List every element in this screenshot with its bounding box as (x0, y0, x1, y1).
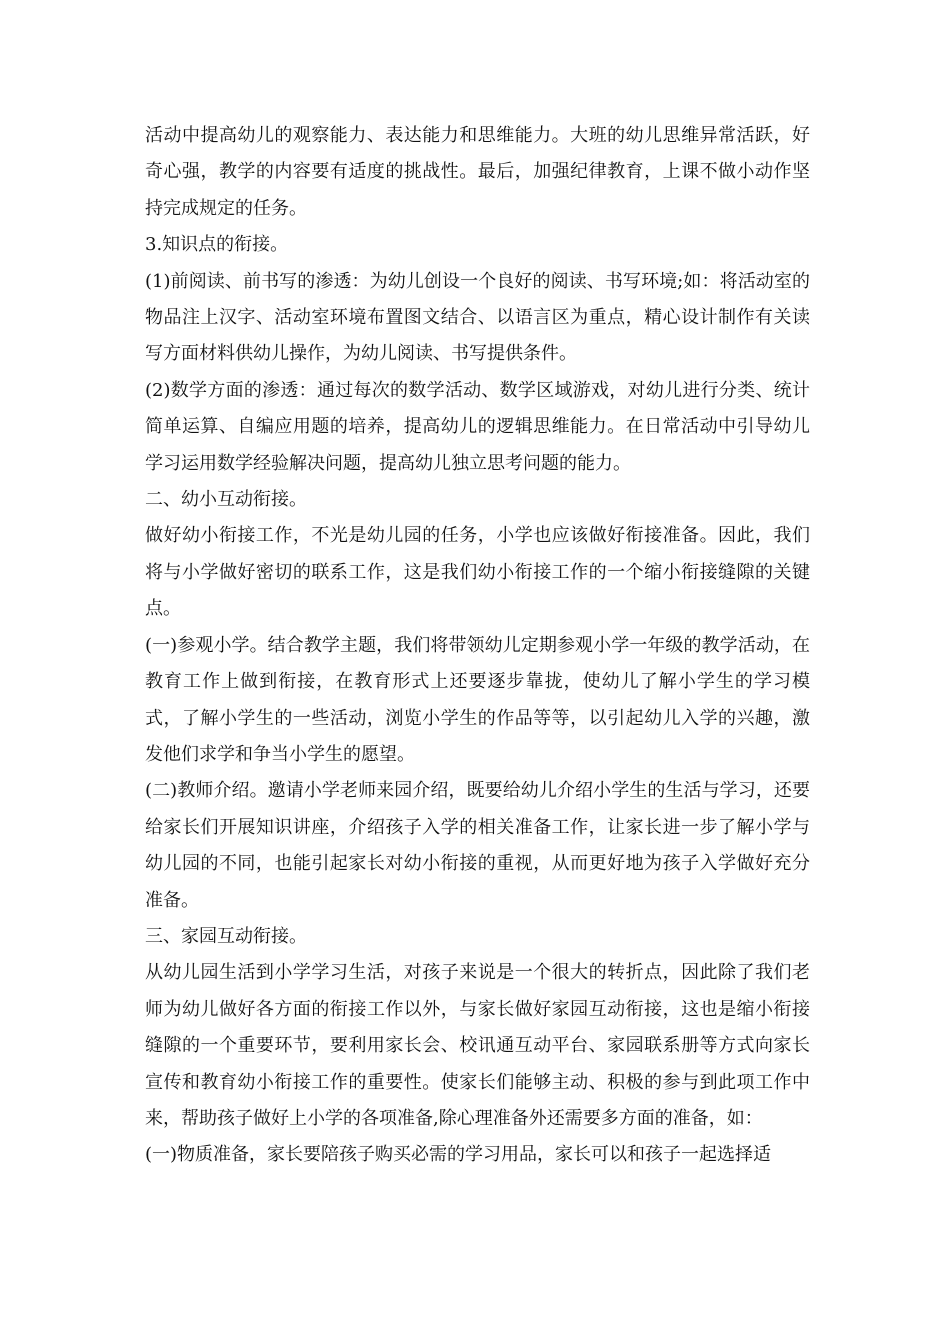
paragraph: (1)前阅读、前书写的渗透：为幼儿创设一个良好的阅读、书写环境;如：将活动室的物品注上汉字、活动室环境布置图文结合、以语言区为重点，精心设计制作有关读写方面材料供幼儿操作，为幼儿阅读、书写提供条件。 (145, 270, 810, 365)
section-heading: 三、家园互动衔接。 (145, 925, 307, 947)
paragraph: (一)参观小学。结合教学主题，我们将带领幼儿定期参观小学一年级的教学活动，在教育工作上做到衔接，在教育形式上还要逐步靠拢，使幼儿了解小学生的学习模式，了解小学生的一些活动，浏览小学生的作品等等，以引起幼儿入学的兴趣，激发他们求学和争当小学生的愿望。 (145, 634, 810, 765)
paragraph: 活动中提高幼儿的观察能力、表达能力和思维能力。大班的幼儿思维异常活跃，好奇心强，教学的内容要有适度的挑战性。最后，加强纪律教育，上课不做小动作坚持完成规定的任务。 (145, 125, 810, 219)
document-body (145, 118, 810, 1174)
section-heading: 二、幼小互动衔接。 (145, 489, 307, 511)
paragraph: 从幼儿园生活到小学学习生活，对孩子来说是一个很大的转折点，因此除了我们老师为幼儿做好各方面的衔接工作以外，与家长做好家园互动衔接，这也是缩小衔接缝隙的一个重要环节，要利用家长会、校讯通互动平台、家园联系册等方式向家长宣传和教育幼小衔接工作的重要性。使家长们能够主动、积极的参与到此项工作中来，帮助孩子做好上小学的各项准备,除心理准备外还需要多方面的准备，如： (145, 962, 810, 1129)
paragraph: (一)物质准备，家长要陪孩子购买必需的学习用品，家长可以和孩子一起选择适 (145, 1144, 772, 1166)
paragraph: 3.知识点的衔接。 (145, 234, 289, 256)
paragraph: 做好幼小衔接工作，不光是幼儿园的任务，小学也应该做好衔接准备。因此，我们将与小学做好密切的联系工作，这是我们幼小衔接工作的一个缩小衔接缝隙的关键点。 (145, 525, 810, 620)
paragraph: (二)教师介绍。邀请小学老师来园介绍，既要给幼儿介绍小学生的生活与学习，还要给家长们开展知识讲座，介绍孩子入学的相关准备工作，让家长进一步了解小学与幼儿园的不同，也能引起家长对幼小衔接的重视，从而更好地为孩子入学做好充分准备。 (145, 780, 810, 911)
paragraph: (2)数学方面的渗透：通过每次的数学活动、数学区域游戏，对幼儿进行分类、统计简单运算、自编应用题的培养，提高幼儿的逻辑思维能力。在日常活动中引导幼儿学习运用数学经验解决问题，提高幼儿独立思考问题的能力。 (145, 379, 810, 474)
